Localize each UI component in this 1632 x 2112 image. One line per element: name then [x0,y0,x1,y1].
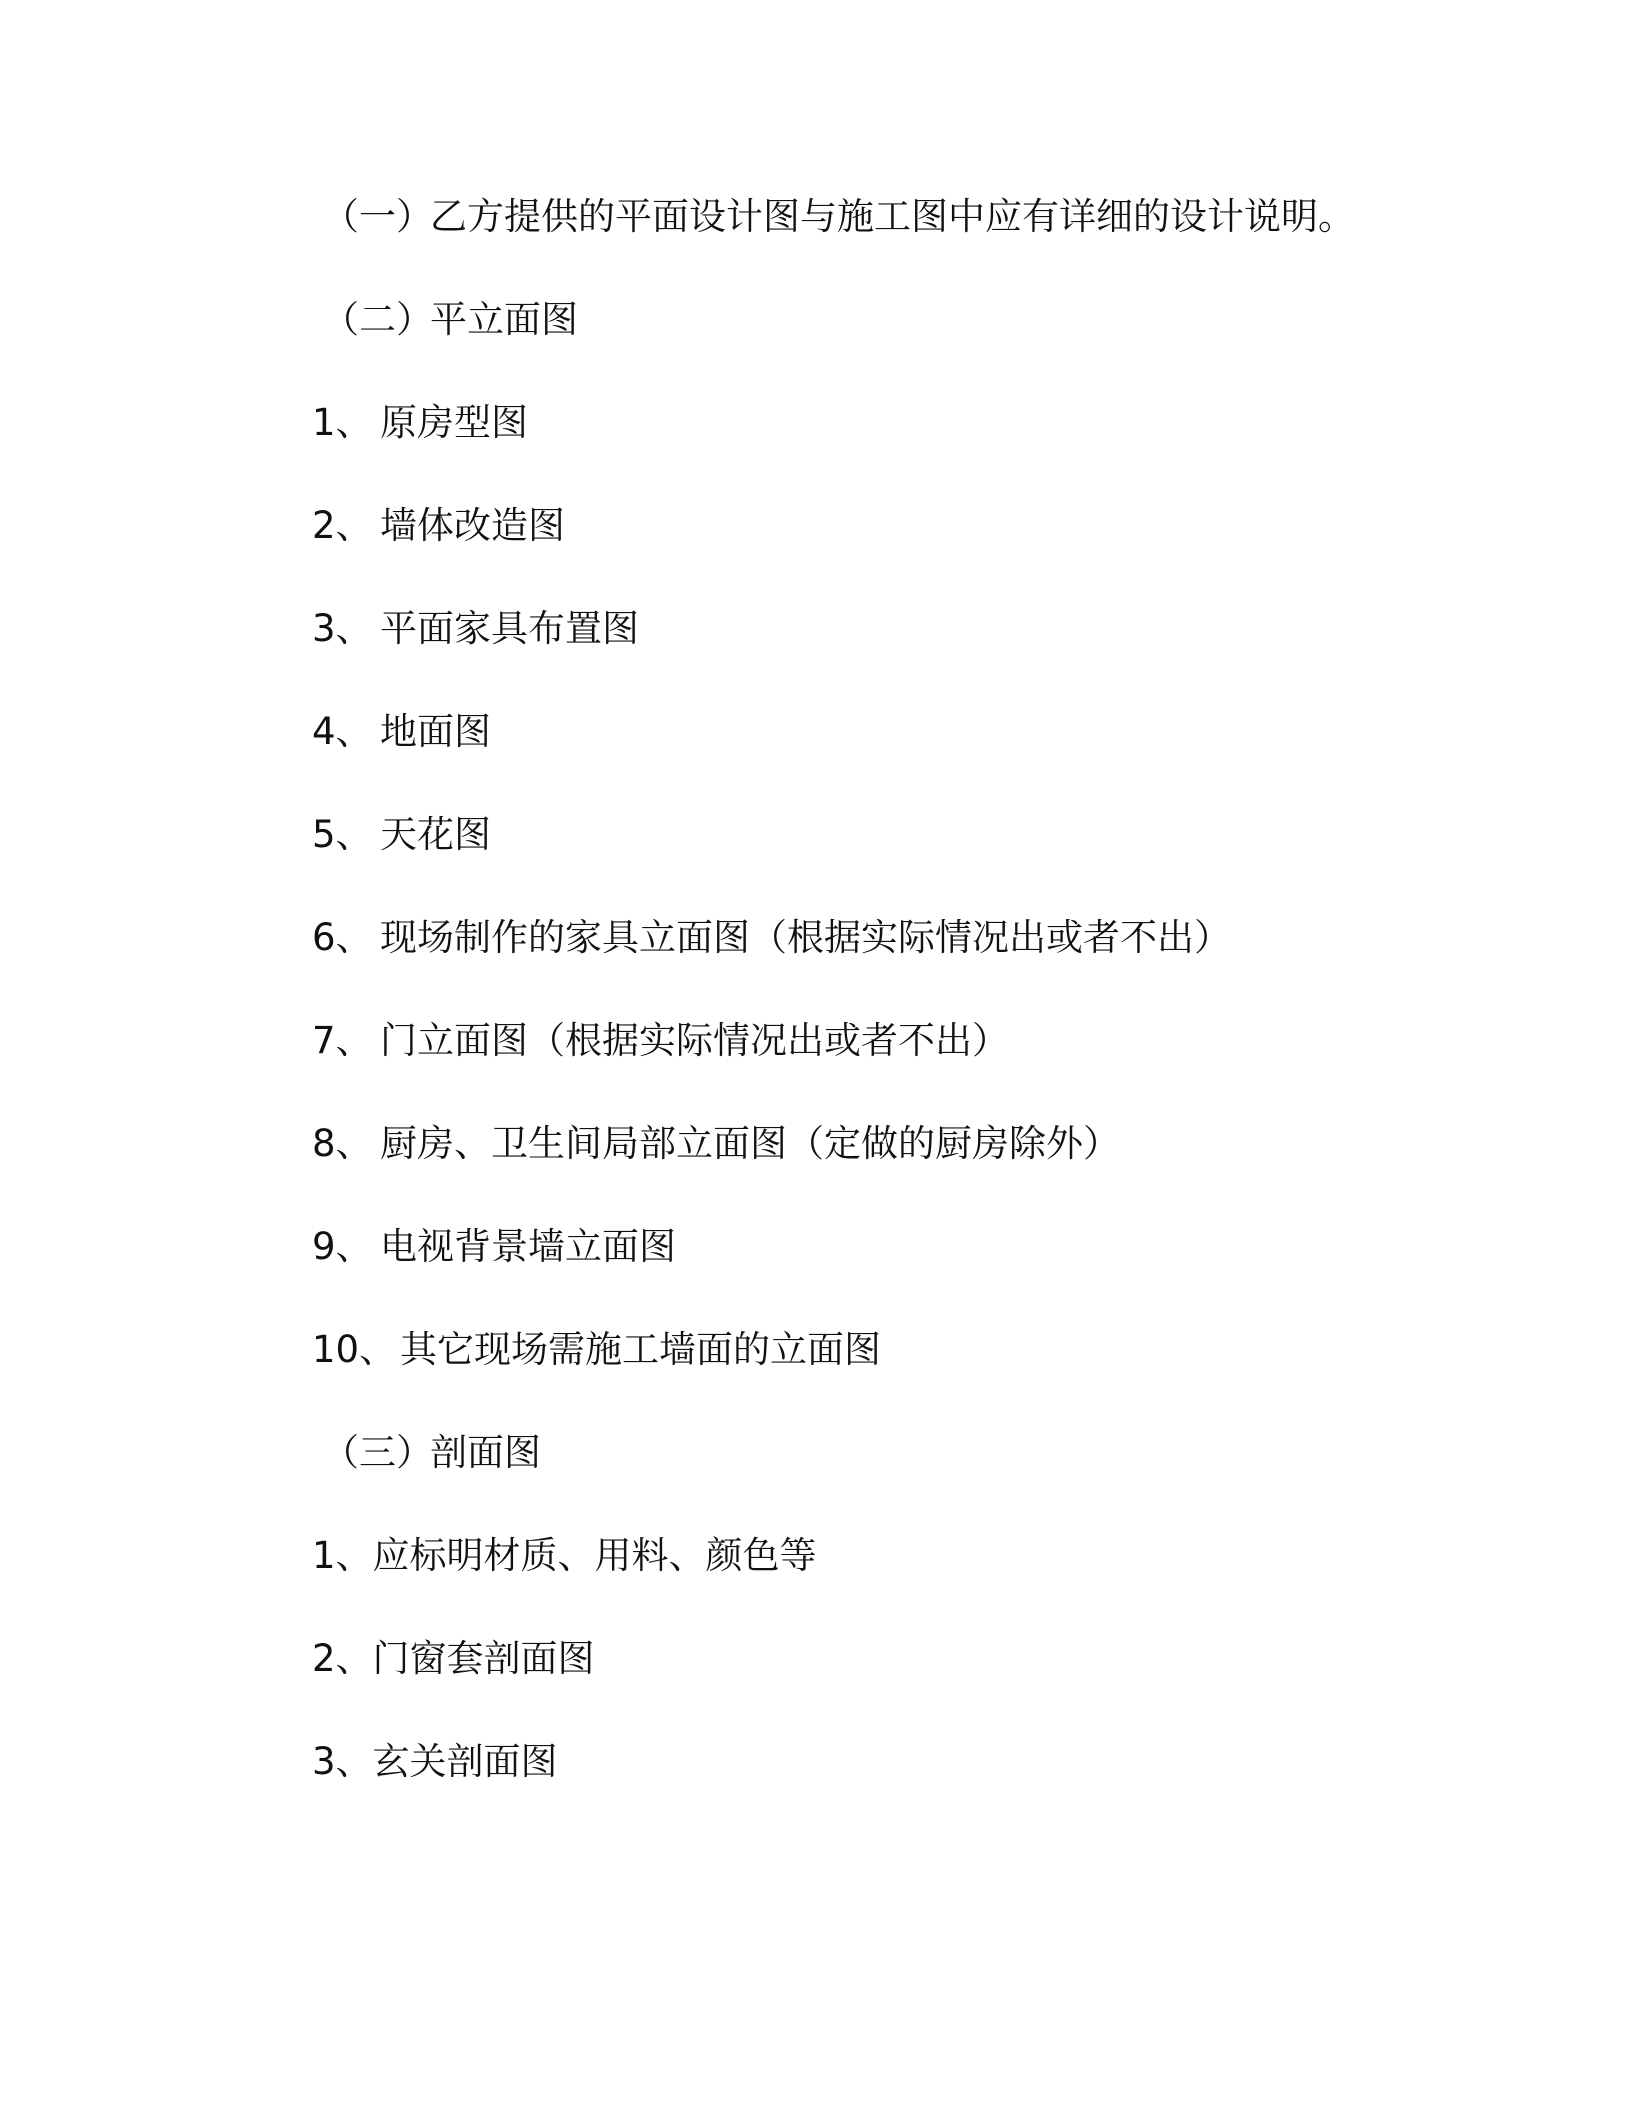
section-marker: （一） [322,195,433,238]
list-item [312,1114,1120,1174]
list-item-number: 6、 [312,916,373,959]
section-text: 平立面图 [430,298,578,341]
list-item [312,599,639,659]
list-item-text: 门窗套剖面图 [372,1637,595,1680]
list-item-text: 平面家具布置图 [380,607,639,650]
list-item [312,393,528,453]
list-item-number: 4、 [312,710,373,753]
list-item-text: 电视背景墙立面图 [380,1225,676,1268]
list-item-number: 10、 [312,1328,397,1371]
list-item [312,805,491,865]
section-text: 乙方提供的平面设计图与施工图中应有详细的设计说明。 [430,195,1355,238]
list-item-text: 地面图 [380,710,491,753]
list-item [312,1320,881,1380]
list-item-text: 其它现场需施工墙面的立面图 [400,1328,881,1371]
list-item [312,1629,595,1689]
section-heading-3 [322,1423,541,1483]
list-item-number: 1、 [312,1534,373,1577]
list-item-number: 3、 [312,607,373,650]
list-item-text: 玄关剖面图 [372,1740,558,1783]
list-item-text: 天花图 [380,813,491,856]
section-heading-1 [322,187,1355,247]
list-item-number: 1、 [312,401,373,444]
list-item-number: 8、 [312,1122,373,1165]
list-item [312,1732,558,1792]
list-item-number: 2、 [312,504,373,547]
list-item-text: 原房型图 [380,401,528,444]
list-item [312,1526,817,1586]
list-item-number: 7、 [312,1019,373,1062]
list-item-text: 墙体改造图 [380,504,565,547]
list-item-number: 5、 [312,813,373,856]
list-item-text: 门立面图（根据实际情况出或者不出） [380,1019,1009,1062]
list-item [312,908,1231,968]
list-item-text: 现场制作的家具立面图（根据实际情况出或者不出） [380,916,1231,959]
list-item [312,702,491,762]
section-heading-2 [322,290,578,350]
section-marker: （二） [322,298,433,341]
list-item [312,1217,676,1277]
list-item-text: 厨房、卫生间局部立面图（定做的厨房除外） [380,1122,1120,1165]
section-marker: （三） [322,1431,433,1474]
list-item-number: 2、 [312,1637,373,1680]
list-item-number: 9、 [312,1225,373,1268]
list-item-text: 应标明材质、用料、颜色等 [372,1534,817,1577]
list-item [312,496,565,556]
section-text: 剖面图 [430,1431,541,1474]
list-item-number: 3、 [312,1740,373,1783]
list-item [312,1011,1009,1071]
